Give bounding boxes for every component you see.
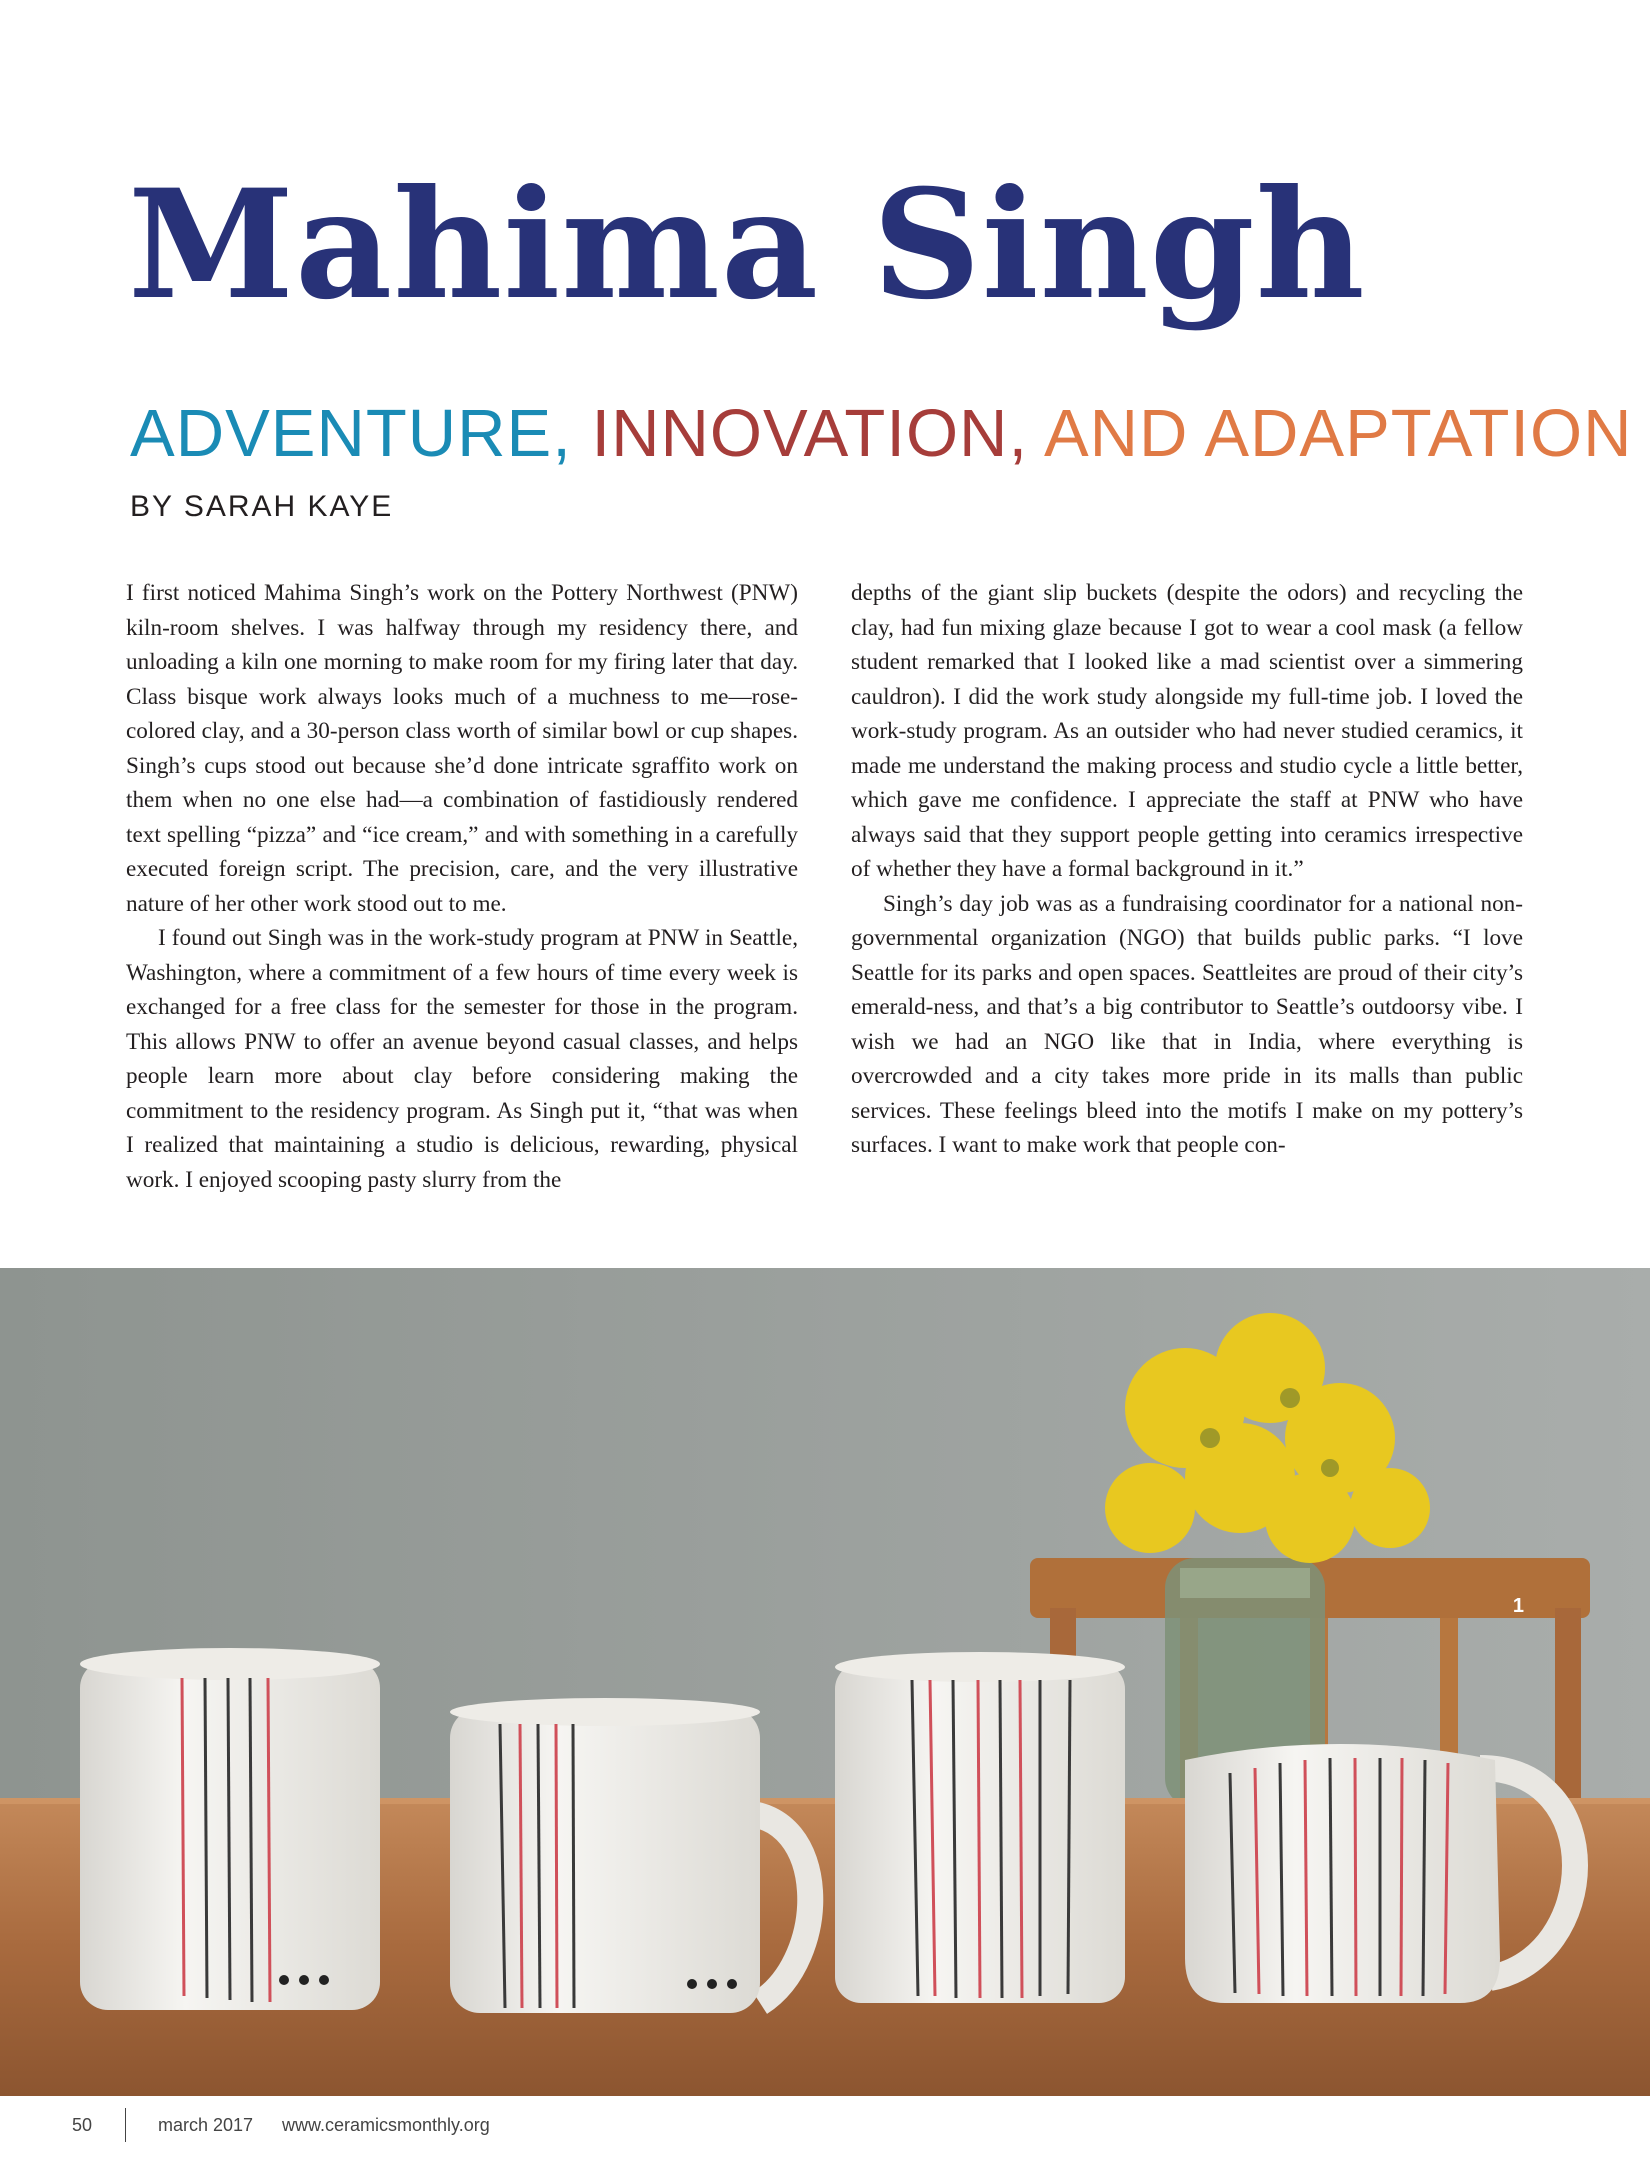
- paragraph: I first noticed Mahima Singh’s work on the Pottery Northwest (PNW) kiln-room shelves. I was halfway through my residency there, and unloading a kiln one morning to make room for my firing later that day. Class bisque work always looks much of a muchness to me—rose-colored clay, and a 30-person class worth of similar bowl or cup shapes. Singh’s cups stood out because she’d done intricate sgraffito work on them when no one else had—a combination of fastidiously rendered text spelling “pizza” and “ice cream,” and with something in a carefully executed foreign script. The precision, care, and the very illustrative nature of her other work stood out to me.: [126, 580, 798, 917]
- subtitle-adaptation: AND ADAPTATION: [1043, 396, 1633, 471]
- byline: BY SARAH KAYE: [130, 490, 394, 523]
- page-number: 50: [72, 2115, 93, 2135]
- subtitle-adventure: ADVENTURE,: [130, 396, 572, 471]
- subtitle-innovation: INNOVATION,: [591, 396, 1029, 471]
- page-footer: [0, 2106, 1650, 2146]
- website-url: www.ceramicsmonthly.org: [282, 2115, 490, 2135]
- issue-date: march 2017: [158, 2115, 254, 2135]
- footer-divider: [125, 2108, 126, 2142]
- paragraph: depths of the giant slip buckets (despite the odors) and recycling the clay, had fun mixing glaze because I got to wear a cool mask (a fellow student remarked that I looked like a mad scientist over a simmering cauldron). I did the work study alongside my full-time job. I loved the work-study program. As an outsider who had never studied ceramics, it made me understand the making process and studio cycle a little better, which gave me confidence. I appreciate the staff at PNW who have always said that they support people getting into ceramics irrespective of whether they have a formal background in it.”: [851, 580, 1523, 882]
- body-column-right: [851, 576, 1523, 1163]
- body-column-left: [126, 576, 798, 1197]
- article-subtitle: [130, 396, 1633, 471]
- article-title: Mahima Singh: [128, 157, 1366, 333]
- paragraph: Singh’s day job was as a fundraising coordinator for a national non-governmental organization (NGO) that builds public parks. “I love Seattle for its parks and open spaces. Seattleites are proud of their city’s emerald-ness, and that’s a big contributor to Seattle’s outdoorsy vibe. I wish we had an NGO like that in India, where everything is overcrowded and a city takes more pride in its malls than public services. These feelings bleed into the motifs I make on my pottery’s surfaces. I want to make work that people con-: [851, 890, 1523, 1158]
- photo-number: 1: [1512, 1595, 1524, 1617]
- paragraph: I found out Singh was in the work-study program at PNW in Seattle, Washington, where a commitment of a few hours of time every week is exchanged for a free class for the semester for those in the program. This allows PNW to offer an avenue beyond casual classes, and helps people learn more about clay before considering making the commitment to the residency program. As Singh put it, “that was when I realized that maintaining a studio is delicious, rewarding, physical work. I enjoyed scooping pasty slurry from the: [126, 925, 798, 1193]
- mugs-photo: [0, 1268, 1650, 2096]
- mugs-illustration: [0, 1268, 1650, 2096]
